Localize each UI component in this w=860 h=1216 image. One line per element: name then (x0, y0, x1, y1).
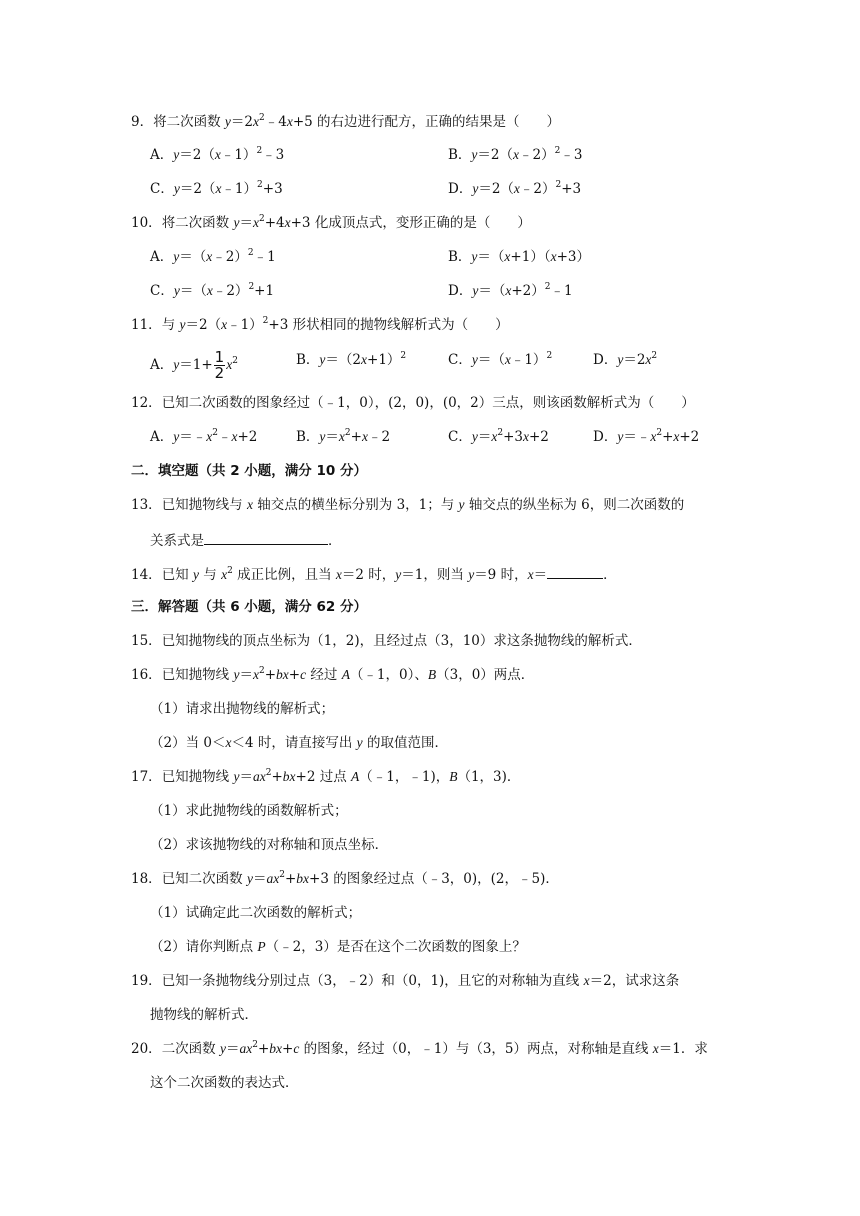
q11-option-d: D．$y=2x^2$ (593, 350, 658, 368)
q9-option-c: C．y＝2（x﹣1）$^2$+3 (150, 179, 283, 197)
question-19: 19．已知一条抛物线分别过点（3，﹣2）和（0，1)，且它的对称轴为直线 x＝2，试求这条 (131, 973, 680, 989)
fraction-one-half: $\frac{1}{2}$ (214, 348, 225, 382)
question-13: 13．已知抛物线与 x 轴交点的横坐标分别为 3，1；与 y 轴交点的纵坐标为 6，则二次函数的 (131, 497, 685, 513)
question-12: 12．已知二次函数的图象经过（﹣1，0），(2，0)，(0，2）三点，则该函数解析式为（ ） (131, 395, 695, 411)
question-18-part1: （1）试确定此二次函数的解析式； (150, 905, 362, 921)
question-19-line2: 抛物线的解析式． (150, 1007, 258, 1023)
q11-option-a: A．y＝1+ $\frac{1}{2}$ $x^2$ (150, 348, 238, 382)
question-20: 20．二次函数 $y=ax^2+bx+c$ 的图象，经过（0，﹣1）与（3，5）两点，对称轴是直线 x＝1．求 (131, 1039, 708, 1057)
question-20-line2: 这个二次函数的表达式． (150, 1075, 299, 1091)
question-17-part1: （1）求此抛物线的函数解析式； (150, 803, 348, 819)
question-16-part1: （1）请求出抛物线的解析式； (150, 701, 335, 717)
q12-option-b: B．$y=x^2+x﹣2$ (296, 427, 391, 445)
question-16-part2: （2）当 0＜x＜4 时，请直接写出 y 的取值范围． (150, 735, 448, 751)
question-18-part2: （2）请你判断点 P（﹣2，3）是否在这个二次函数的图象上？ (150, 939, 526, 955)
section-solve: 三．解答题（共 6 小题，满分 62 分） (131, 599, 367, 615)
question-16: 16．已知抛物线 $y=x^2+bx+c$ 经过 A（﹣1，0）、B（3，0）两点． (131, 665, 535, 683)
question-9: 9．将二次函数 $y=2x^2﹣4x+5$ 的右边进行配方，正确的结果是（ ） (131, 112, 561, 130)
question-13-line2: 关系式是 ． (150, 529, 342, 551)
q12-option-a: A．$y=﹣x^2﹣x+2$ (150, 427, 258, 445)
question-17-part2: （2）求该抛物线的对称轴和顶点坐标． (150, 837, 389, 853)
question-11: 11．与 y＝2（x﹣1）$^2$+3 形状相同的抛物线解析式为（ ） (131, 315, 509, 333)
answer-blank[interactable] (204, 529, 328, 545)
answer-blank[interactable] (547, 563, 603, 579)
q12-option-d: D．$y=﹣x^2+x+2$ (593, 427, 700, 445)
q11-option-c: C．y＝（x﹣1）$^2$ (448, 350, 553, 368)
question-14: 14．已知 y 与 $x^2$ 成正比例，且当 x＝2 时，y＝1，则当 y＝9 时，x＝ ． (131, 563, 617, 585)
question-10: 10．将二次函数 $y=x^2+4x+3$ 化成顶点式，变形正确的是（ ） (131, 213, 531, 231)
question-17: 17．已知抛物线 $y=ax^2+bx+2$ 过点 A（﹣1，﹣1)，B（1，3)． (131, 767, 521, 785)
q9-option-a: A．y＝2（x﹣1）$^2$﹣3 (150, 145, 285, 163)
q10-option-c: C．y＝（x﹣2）$^2$+1 (150, 281, 275, 299)
question-18: 18．已知二次函数 $y=ax^2+bx+3$ 的图象经过点（﹣3，0)，(2，﹣5)． (131, 869, 559, 887)
q12-option-c: C．$y=x^2+3x+2$ (448, 427, 549, 445)
q10-option-b: B．y＝（x+1）（x+3） (448, 249, 590, 265)
q11-option-b: B．$y=(2x+1)^2$ (296, 350, 407, 368)
q9-option-b: B．y＝2（x﹣2）$^2$﹣3 (448, 145, 583, 163)
section-fill-in: 二．填空题（共 2 小题，满分 10 分） (131, 463, 367, 479)
q10-option-d: D．$y=(x+2)^2﹣1$ (448, 281, 573, 299)
q9-option-d: D．y＝2（x﹣2）$^2$+3 (448, 179, 582, 197)
q10-option-a: A．y＝（x﹣2）$^2$﹣1 (150, 247, 276, 265)
question-15: 15．已知抛物线的顶点坐标为（1，2)，且经过点（3，10）求这条抛物线的解析式． (131, 633, 642, 649)
